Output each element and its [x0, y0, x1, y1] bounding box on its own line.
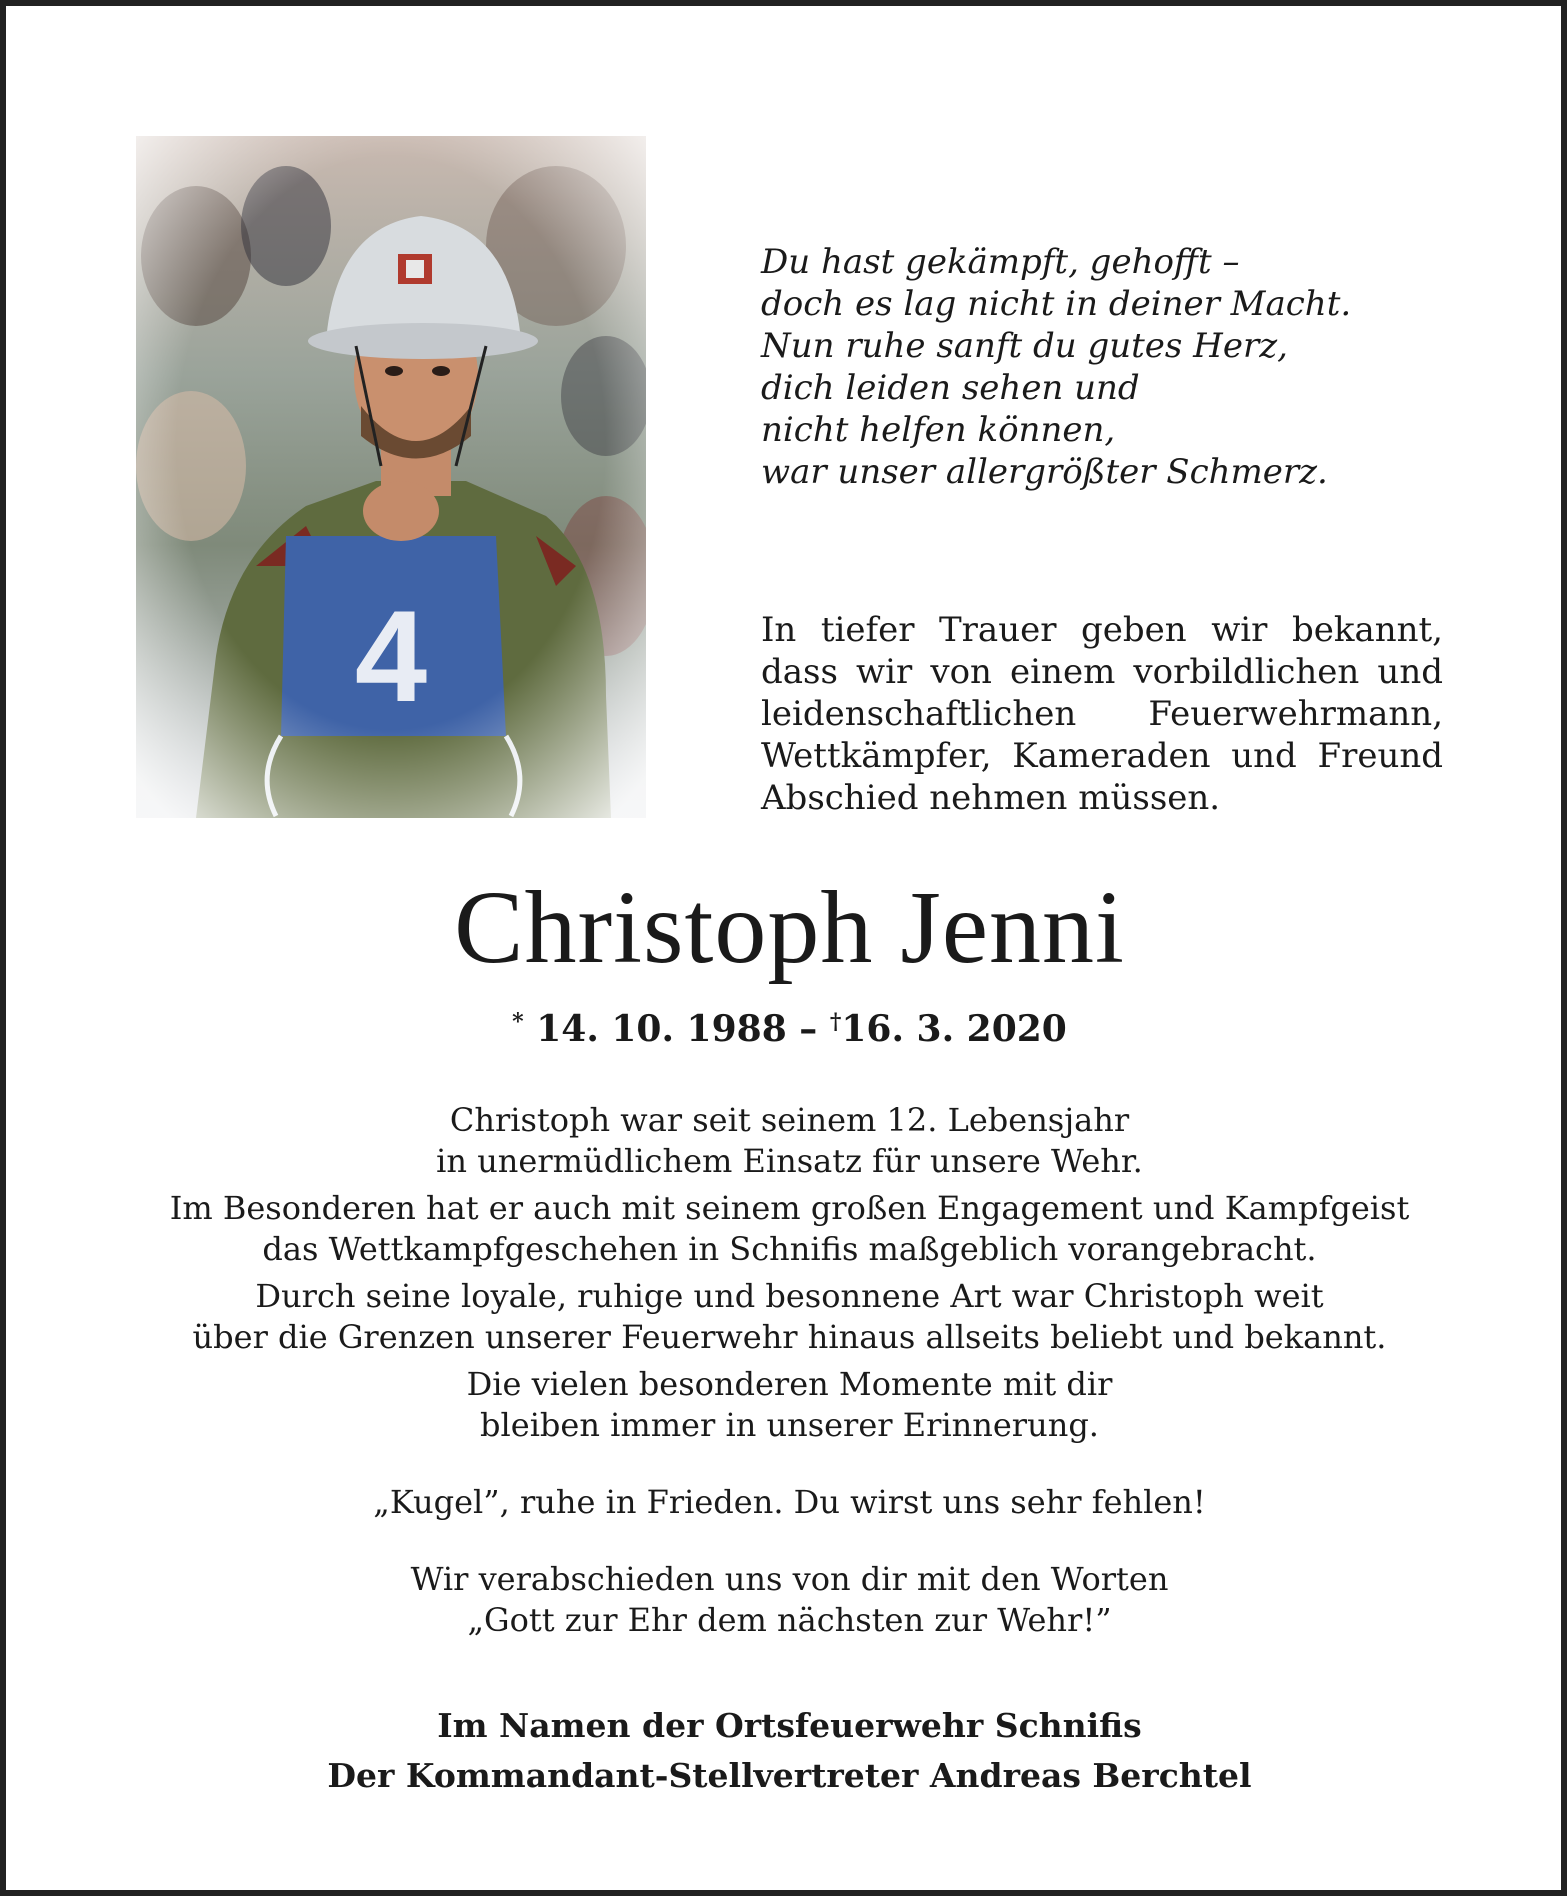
body-line: in unermüdlichem Einsatz für unsere Wehr. [436, 1142, 1143, 1180]
announcement [761, 609, 1443, 819]
poem [761, 241, 1461, 493]
signature-line: Der Kommandant-Stellvertreter Andreas Berchtel [327, 1756, 1252, 1795]
obituary-body [6, 1094, 1567, 1647]
poem-line: war unser allergrößter Schmerz. [761, 452, 1328, 492]
signature-line: Im Namen der Ortsfeuerwehr Schnifis [437, 1706, 1142, 1745]
body-line: Durch seine loyale, ruhige und besonnene Art war Christoph weit [255, 1277, 1324, 1315]
poem-line: doch es lag nicht in deiner Macht. [761, 284, 1352, 324]
body-line: Christoph war seit seinem 12. Lebensjahr [449, 1101, 1130, 1139]
body-line: „Gott zur Ehr dem nächsten zur Wehr!” [467, 1601, 1112, 1639]
body-line: Die vielen besonderen Momente mit dir [466, 1365, 1113, 1403]
poem-line: dich leiden sehen und [761, 368, 1140, 408]
announcement-line: leidenschaftlichen Feuerwehrmann, [761, 694, 1443, 734]
announcement-line: In tiefer Trauer geben wir bekannt, [761, 610, 1443, 650]
death-date: 16. 3. 2020 [841, 1008, 1067, 1050]
body-line: bleiben immer in unserer Erinnerung. [480, 1406, 1099, 1444]
body-line: Im Besonderen hat er auch mit seinem großen Engagement und Kampfgeist [169, 1189, 1410, 1227]
life-dates [6, 1000, 1567, 1051]
body-line: das Wettkampfgeschehen in Schnifis maßgeblich vorangebracht. [262, 1230, 1317, 1268]
announcement-line: dass wir von einem vorbildlichen und [761, 652, 1443, 692]
announcement-line: Wettkämpfer, Kameraden und Freund [761, 736, 1443, 776]
body-line: Wir verabschieden uns von dir mit den Worten [410, 1560, 1169, 1598]
birth-date: 14. 10. 1988 [536, 1008, 787, 1050]
poem-line: nicht helfen können, [761, 410, 1116, 450]
date-separator: – [799, 1008, 818, 1050]
deceased-name: Christoph Jenni [454, 870, 1125, 985]
signature [6, 1701, 1567, 1801]
birth-symbol: * [512, 1009, 524, 1035]
announcement-line: Abschied nehmen müssen. [761, 778, 1221, 818]
poem-line: Du hast gekämpft, gehofft – [761, 242, 1240, 282]
portrait-photo [136, 136, 646, 818]
body-line: über die Grenzen unserer Feuerwehr hinaus allseits beliebt und bekannt. [192, 1318, 1387, 1356]
death-symbol: † [829, 1009, 842, 1035]
body-line: „Kugel”, ruhe in Frieden. Du wirst uns sehr fehlen! [373, 1483, 1206, 1521]
firefighter-portrait-icon [136, 136, 646, 818]
poem-line: Nun ruhe sanft du gutes Herz, [761, 326, 1288, 366]
